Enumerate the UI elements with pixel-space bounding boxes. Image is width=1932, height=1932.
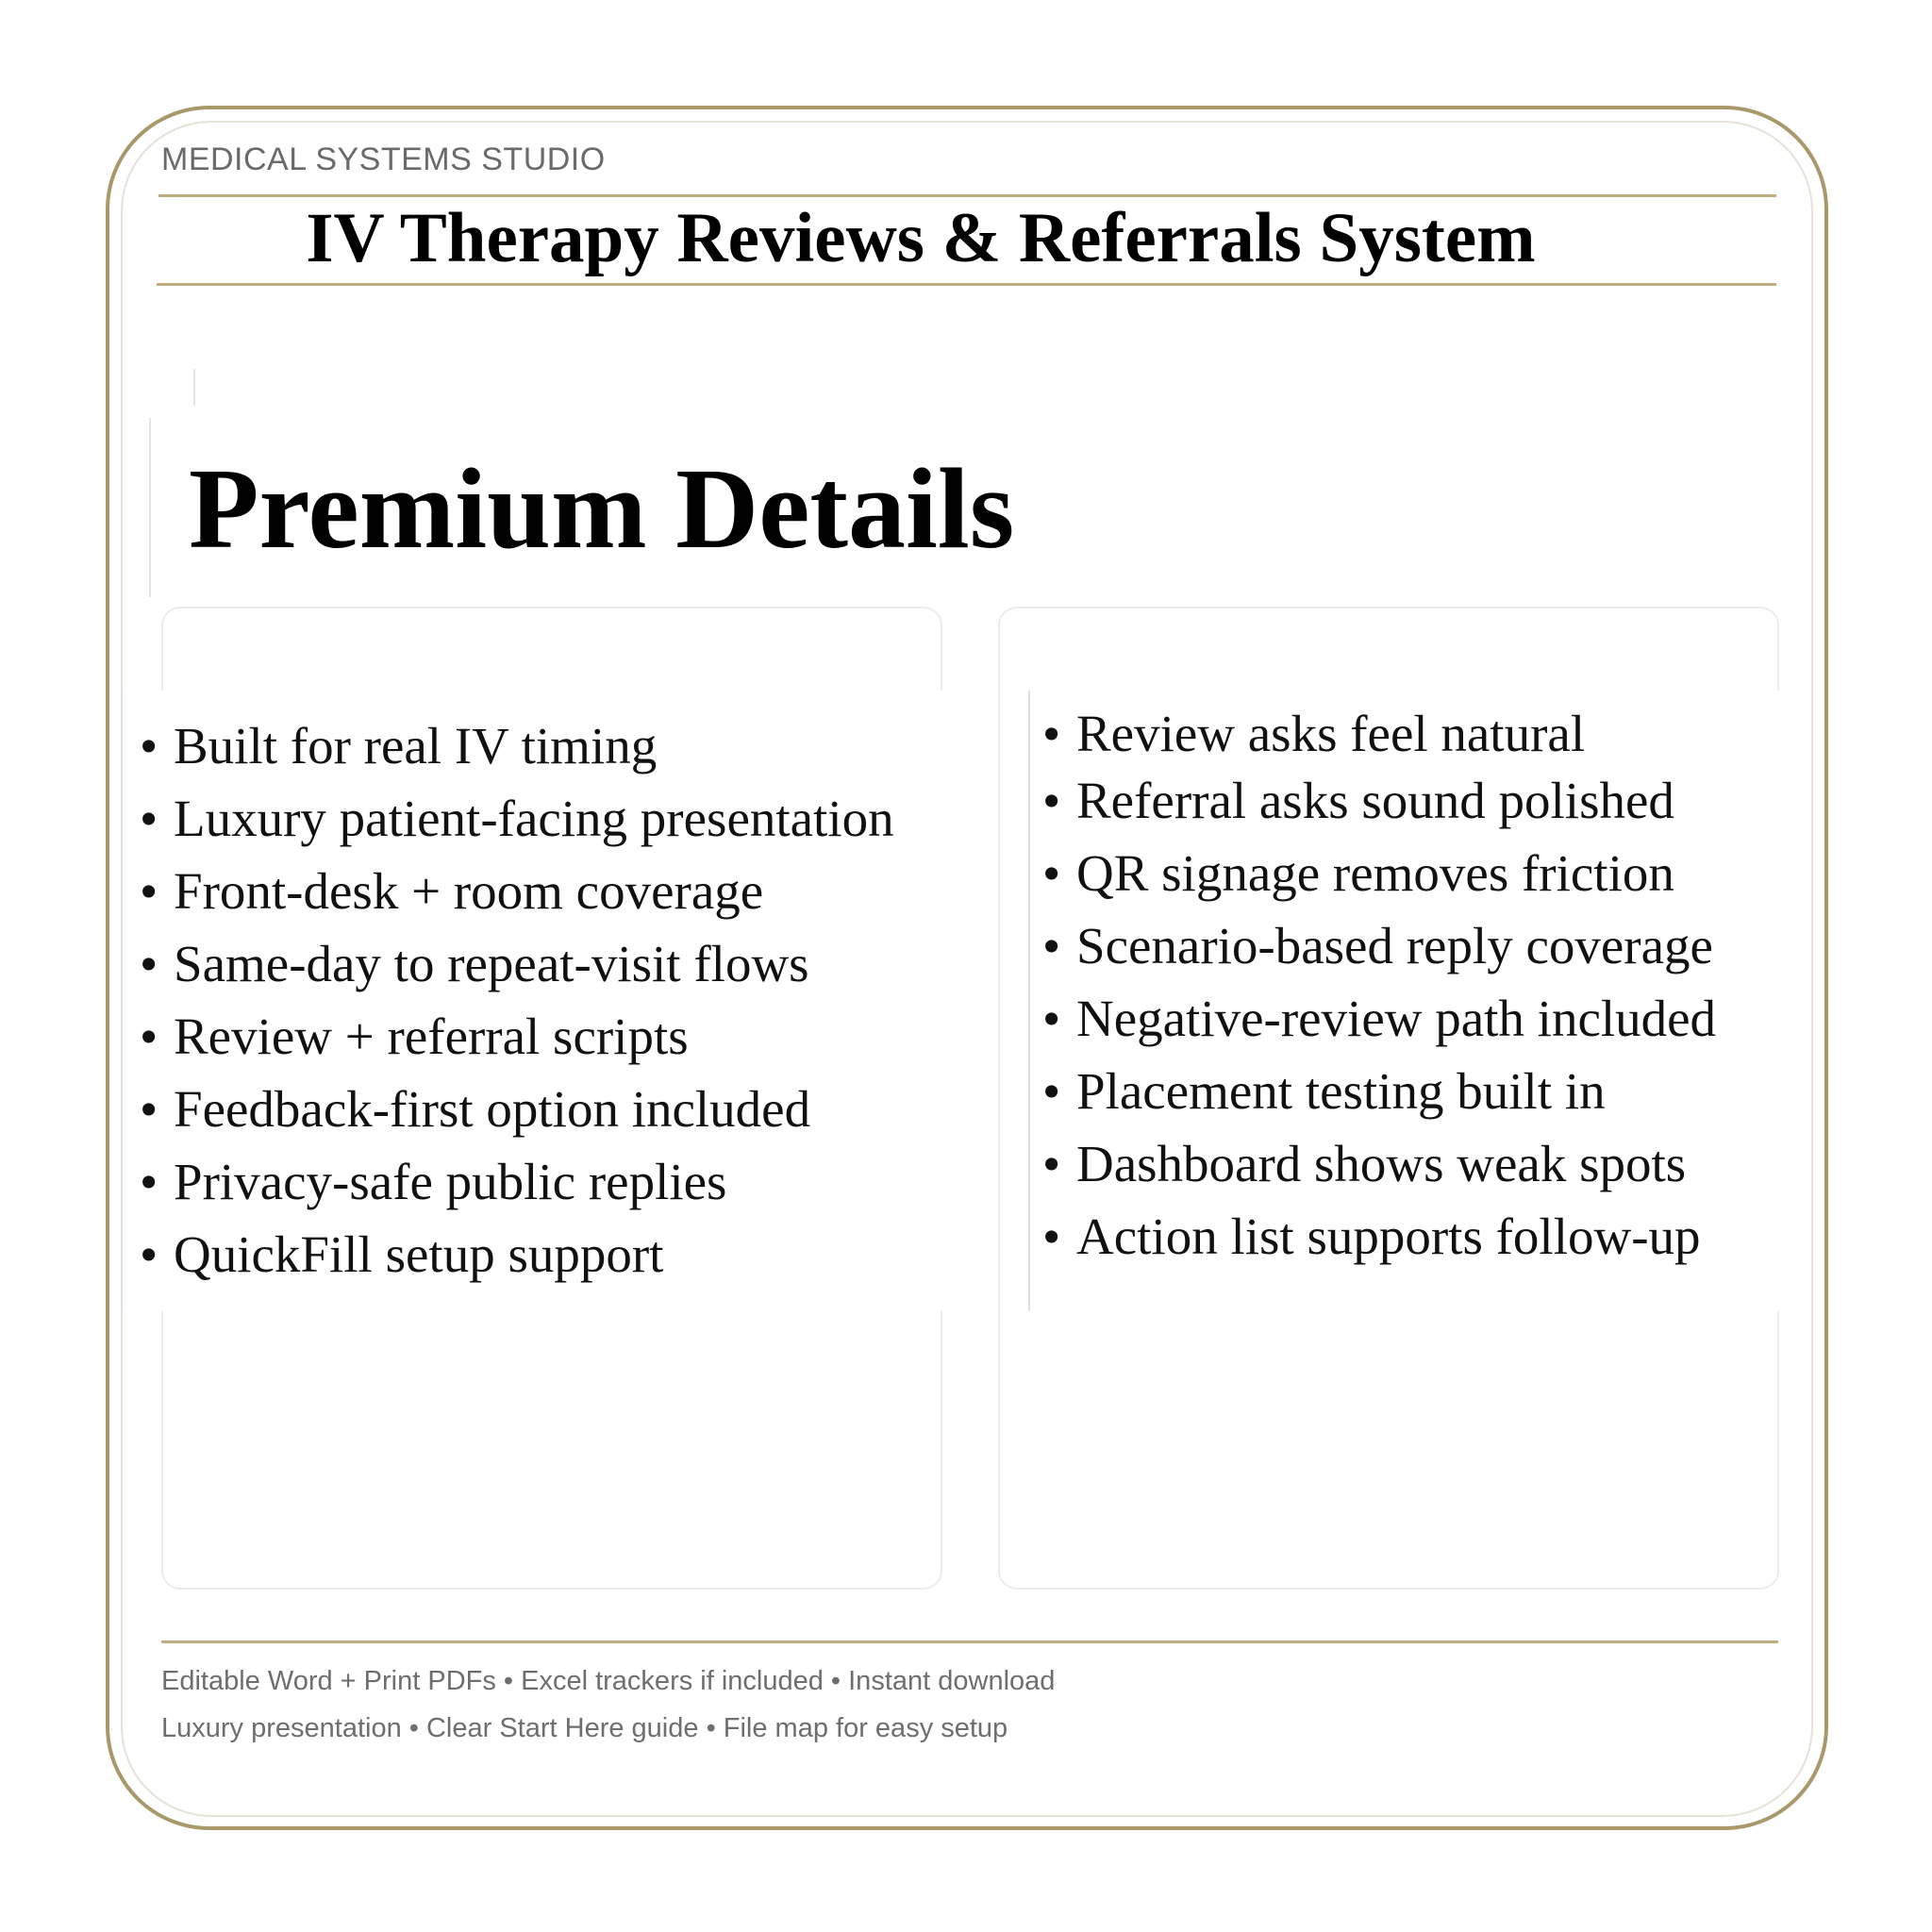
list-item [1042,982,1716,1055]
list-item-text: Feedback-first option included [174,1080,811,1138]
bullet-icon: • [140,1225,158,1283]
footer-text-line-1: Editable Word + Print PDFs • Excel trackers if included • Instant download [161,1666,1056,1696]
list-item [1042,909,1716,982]
footer-rule [161,1641,1778,1643]
feature-list-left [140,709,894,1291]
list-item-text: Referral asks sound polished [1076,772,1674,829]
list-item [140,709,894,782]
list-item-text: Front-desk + room coverage [174,862,764,920]
list-item [1042,703,1716,764]
document-title: IV Therapy Reviews & Referrals System [306,199,1536,277]
studio-label: MEDICAL SYSTEMS STUDIO [161,142,606,177]
list-item [1042,1127,1716,1200]
bullet-icon: • [1042,1135,1061,1192]
list-item [1042,837,1716,909]
bullet-icon: • [1042,917,1061,974]
header-rule-bottom [157,283,1776,286]
list-item [140,1073,894,1145]
bullet-icon: • [1042,705,1061,762]
list-item-text: Same-day to repeat-visit flows [174,935,809,992]
accent-tick-tall [149,418,151,597]
list-item [140,927,894,1000]
bullet-icon: • [140,790,158,847]
list-item-text: Luxury patient-facing presentation [174,790,894,847]
feature-list-right [1042,703,1716,1273]
bullet-icon: • [1042,772,1061,829]
list-item-text: Built for real IV timing [174,717,658,774]
list-item [140,1145,894,1218]
bullet-icon: • [1042,844,1061,902]
list-item-text: QuickFill setup support [174,1225,664,1283]
list-item [140,855,894,927]
list-item-text: Review asks feel natural [1076,705,1586,762]
list-item [140,1218,894,1291]
bullet-icon: • [1042,1062,1061,1120]
list-item [1042,764,1716,837]
bullet-icon: • [140,717,158,774]
bullet-icon: • [140,1080,158,1138]
list-item [140,782,894,855]
list-item-text: Privacy-safe public replies [174,1153,727,1210]
list-item [1042,1200,1716,1273]
accent-tick-small [193,369,195,406]
list-item-text: Placement testing built in [1076,1062,1606,1120]
bullet-icon: • [1042,990,1061,1047]
list-item [1042,1055,1716,1127]
bullet-icon: • [1042,1208,1061,1265]
list-item [140,1000,894,1073]
list-item-text: Dashboard shows weak spots [1076,1135,1687,1192]
section-title: Premium Details [189,445,1015,573]
list-item-text: Review + referral scripts [174,1008,689,1065]
list-item-text: Negative-review path included [1076,990,1717,1047]
bullet-icon: • [140,862,158,920]
footer-text-line-2: Luxury presentation • Clear Start Here guide • File map for easy setup [161,1713,1008,1743]
list-item-text: Scenario-based reply coverage [1076,917,1713,974]
list-item-text: QR signage removes friction [1076,844,1674,902]
bullet-icon: • [140,1008,158,1065]
list-item-text: Action list supports follow-up [1076,1208,1701,1265]
bullet-icon: • [140,1153,158,1210]
bullet-icon: • [140,935,158,992]
